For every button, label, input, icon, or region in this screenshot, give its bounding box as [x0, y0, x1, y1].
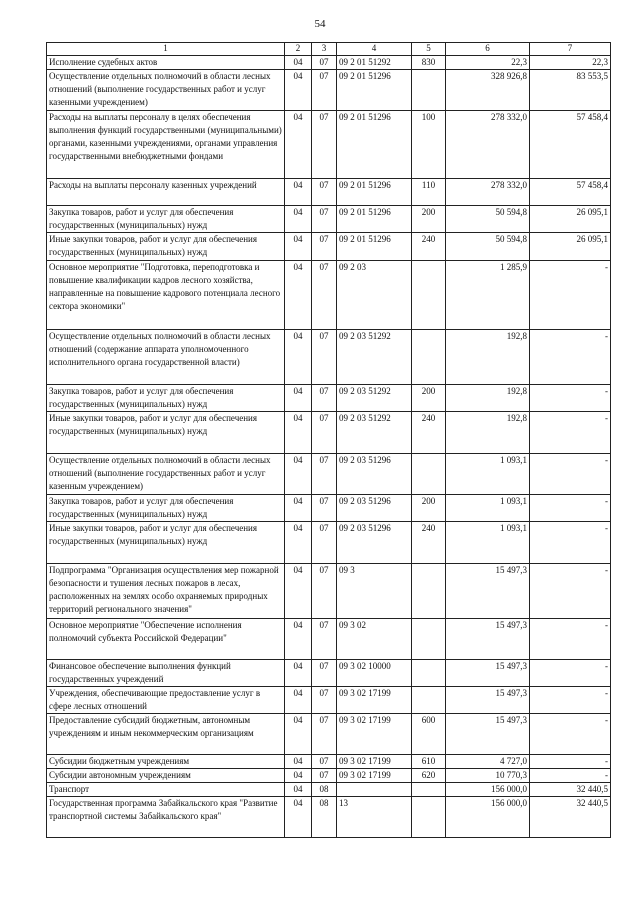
table-row [47, 179, 611, 206]
row-name: Расходы на выплаты персоналу в целях обеспечения выполнения функций государственными (муниципальными) органами, казенными учреждениями, органами управления государственными внебюджетными фондами [47, 111, 285, 179]
amount-approved: 10 770,3 [446, 769, 530, 783]
section-code: 04 [285, 412, 312, 454]
expense-type-code: 830 [412, 56, 446, 70]
table-row [47, 412, 611, 454]
subsection-code: 07 [312, 522, 337, 564]
row-name: Подпрограмма "Организация осуществления мер пожарной безопасности и тушения лесных пожаров в лесах, расположенных на землях особо охраняемых природных территорий регионального значения" [47, 564, 285, 619]
table-row [47, 454, 611, 495]
row-name: Финансовое обеспечение выполнения функций государственных учреждений [47, 660, 285, 687]
expense-type-code [412, 564, 446, 619]
amount-executed: - [530, 769, 611, 783]
section-code: 04 [285, 495, 312, 522]
section-code: 04 [285, 233, 312, 261]
expense-type-code [412, 330, 446, 385]
section-code: 04 [285, 687, 312, 714]
amount-executed: - [530, 660, 611, 687]
section-code: 04 [285, 619, 312, 660]
subsection-code: 07 [312, 233, 337, 261]
amount-executed: - [530, 619, 611, 660]
expense-type-code: 200 [412, 495, 446, 522]
section-code: 04 [285, 385, 312, 412]
target-article-code: 09 2 03 51292 [337, 330, 412, 385]
amount-approved: 50 594,8 [446, 206, 530, 233]
amount-approved: 22,3 [446, 56, 530, 70]
amount-approved: 50 594,8 [446, 233, 530, 261]
section-code: 04 [285, 111, 312, 179]
amount-approved: 278 332,0 [446, 111, 530, 179]
row-name: Расходы на выплаты персоналу казенных учреждений [47, 179, 285, 206]
expense-type-code: 600 [412, 714, 446, 755]
target-article-code: 09 2 03 51292 [337, 385, 412, 412]
target-article-code: 09 2 03 51296 [337, 522, 412, 564]
target-article-code: 09 2 01 51296 [337, 179, 412, 206]
amount-approved: 278 332,0 [446, 179, 530, 206]
target-article-code: 09 2 01 51296 [337, 233, 412, 261]
target-article-code: 09 2 03 51296 [337, 495, 412, 522]
amount-executed: 26 095,1 [530, 233, 611, 261]
amount-executed: - [530, 385, 611, 412]
expense-type-code [412, 619, 446, 660]
row-name: Учреждения, обеспечивающие предоставление услуг в сфере лесных отношений [47, 687, 285, 714]
amount-approved: 15 497,3 [446, 660, 530, 687]
amount-executed: 57 458,4 [530, 179, 611, 206]
section-code: 04 [285, 783, 312, 797]
target-article-code: 09 3 02 17199 [337, 687, 412, 714]
table-row [47, 111, 611, 179]
row-name: Закупка товаров, работ и услуг для обеспечения государственных (муниципальных) нужд [47, 385, 285, 412]
table-row [47, 564, 611, 619]
target-article-code: 09 3 02 17199 [337, 714, 412, 755]
amount-executed: - [530, 495, 611, 522]
target-article-code: 09 2 01 51296 [337, 206, 412, 233]
table-row [47, 522, 611, 564]
expense-type-code: 200 [412, 385, 446, 412]
header-cell: 5 [412, 43, 446, 56]
header-cell: 1 [47, 43, 285, 56]
expense-type-code: 240 [412, 233, 446, 261]
target-article-code: 13 [337, 797, 412, 838]
amount-executed: 26 095,1 [530, 206, 611, 233]
subsection-code: 07 [312, 70, 337, 111]
row-name: Субсидии бюджетным учреждениям [47, 755, 285, 769]
table-row [47, 206, 611, 233]
header-cell: 2 [285, 43, 312, 56]
row-name: Исполнение судебных актов [47, 56, 285, 70]
amount-approved: 4 727,0 [446, 755, 530, 769]
subsection-code: 07 [312, 454, 337, 495]
expense-type-code: 240 [412, 412, 446, 454]
amount-executed: - [530, 261, 611, 330]
subsection-code: 07 [312, 111, 337, 179]
row-name: Основное мероприятие "Обеспечение исполнения полномочий субъекта Российской Федерации" [47, 619, 285, 660]
row-name: Основное мероприятие "Подготовка, переподготовка и повышение квалификации кадров лесного хозяйства, направленные на повышение кадрового потенциала лесного сектора экономики" [47, 261, 285, 330]
header-cell: 6 [446, 43, 530, 56]
amount-executed: - [530, 522, 611, 564]
amount-approved: 328 926,8 [446, 70, 530, 111]
subsection-code: 07 [312, 206, 337, 233]
amount-approved: 192,8 [446, 412, 530, 454]
amount-approved: 15 497,3 [446, 564, 530, 619]
section-code: 04 [285, 330, 312, 385]
section-code: 04 [285, 755, 312, 769]
subsection-code: 08 [312, 797, 337, 838]
section-code: 04 [285, 454, 312, 495]
expense-type-code: 200 [412, 206, 446, 233]
section-code: 04 [285, 522, 312, 564]
expense-type-code [412, 454, 446, 495]
budget-table [46, 42, 611, 838]
target-article-code: 09 2 01 51296 [337, 70, 412, 111]
target-article-code: 09 3 02 17199 [337, 755, 412, 769]
row-name: Транспорт [47, 783, 285, 797]
subsection-code: 07 [312, 330, 337, 385]
expense-type-code [412, 70, 446, 111]
amount-approved: 192,8 [446, 330, 530, 385]
row-name: Осуществление отдельных полномочий в области лесных отношений (выполнение государственных работ и услуг казенным учреждением) [47, 454, 285, 495]
subsection-code: 07 [312, 179, 337, 206]
section-code: 04 [285, 769, 312, 783]
amount-executed: - [530, 412, 611, 454]
amount-executed: 57 458,4 [530, 111, 611, 179]
amount-executed: 32 440,5 [530, 783, 611, 797]
amount-approved: 15 497,3 [446, 687, 530, 714]
subsection-code: 07 [312, 412, 337, 454]
expense-type-code [412, 797, 446, 838]
page-number: 54 [314, 18, 326, 30]
amount-approved: 156 000,0 [446, 797, 530, 838]
section-code: 04 [285, 714, 312, 755]
table-row [47, 755, 611, 769]
target-article-code: 09 3 02 17199 [337, 769, 412, 783]
header-cell: 3 [312, 43, 337, 56]
amount-approved: 15 497,3 [446, 714, 530, 755]
subsection-code: 07 [312, 714, 337, 755]
table-row [47, 797, 611, 838]
target-article-code: 09 2 01 51292 [337, 56, 412, 70]
row-name: Иные закупки товаров, работ и услуг для обеспечения государственных (муниципальных) нужд [47, 412, 285, 454]
row-name: Закупка товаров, работ и услуг для обеспечения государственных (муниципальных) нужд [47, 206, 285, 233]
table-row [47, 70, 611, 111]
expense-type-code: 100 [412, 111, 446, 179]
table-row [47, 660, 611, 687]
table-row [47, 687, 611, 714]
amount-approved: 156 000,0 [446, 783, 530, 797]
row-name: Закупка товаров, работ и услуг для обеспечения государственных (муниципальных) нужд [47, 495, 285, 522]
section-code: 04 [285, 70, 312, 111]
amount-approved: 1 093,1 [446, 522, 530, 564]
expense-type-code: 110 [412, 179, 446, 206]
section-code: 04 [285, 56, 312, 70]
subsection-code: 07 [312, 769, 337, 783]
expense-type-code [412, 660, 446, 687]
amount-approved: 1 093,1 [446, 454, 530, 495]
table-header-row [47, 43, 611, 56]
expense-type-code [412, 783, 446, 797]
target-article-code: 09 3 02 10000 [337, 660, 412, 687]
row-name: Осуществление отдельных полномочий в области лесных отношений (выполнение государственных работ и услуг казенными учреждением) [47, 70, 285, 111]
target-article-code [337, 783, 412, 797]
table-row [47, 233, 611, 261]
row-name: Государственная программа Забайкальского края "Развитие транспортной системы Забайкальского края" [47, 797, 285, 838]
amount-executed: - [530, 687, 611, 714]
row-name: Иные закупки товаров, работ и услуг для обеспечения государственных (муниципальных) нужд [47, 522, 285, 564]
target-article-code: 09 3 02 [337, 619, 412, 660]
row-name: Иные закупки товаров, работ и услуг для обеспечения государственных (муниципальных) нужд [47, 233, 285, 261]
table-row [47, 619, 611, 660]
table-row [47, 714, 611, 755]
table-row [47, 330, 611, 385]
subsection-code: 07 [312, 687, 337, 714]
amount-approved: 1 285,9 [446, 261, 530, 330]
amount-executed: 22,3 [530, 56, 611, 70]
subsection-code: 07 [312, 564, 337, 619]
amount-executed: - [530, 330, 611, 385]
row-name: Осуществление отдельных полномочий в области лесных отношений (содержание аппарата уполномоченного исполнительного органа государственной власти) [47, 330, 285, 385]
target-article-code: 09 2 03 51296 [337, 454, 412, 495]
amount-executed: - [530, 755, 611, 769]
expense-type-code: 610 [412, 755, 446, 769]
amount-approved: 192,8 [446, 385, 530, 412]
amount-executed: - [530, 714, 611, 755]
subsection-code: 07 [312, 56, 337, 70]
subsection-code: 07 [312, 619, 337, 660]
target-article-code: 09 2 01 51296 [337, 111, 412, 179]
expense-type-code [412, 261, 446, 330]
header-cell: 7 [530, 43, 611, 56]
section-code: 04 [285, 179, 312, 206]
row-name: Предоставление субсидий бюджетным, автономным учреждениям и иным некоммерческим организациям [47, 714, 285, 755]
section-code: 04 [285, 261, 312, 330]
amount-executed: - [530, 454, 611, 495]
amount-approved: 1 093,1 [446, 495, 530, 522]
expense-type-code [412, 687, 446, 714]
amount-executed: 32 440,5 [530, 797, 611, 838]
table-row [47, 385, 611, 412]
subsection-code: 07 [312, 495, 337, 522]
amount-executed: - [530, 564, 611, 619]
subsection-code: 07 [312, 660, 337, 687]
table-row [47, 769, 611, 783]
row-name: Субсидии автономным учреждениям [47, 769, 285, 783]
section-code: 04 [285, 206, 312, 233]
section-code: 04 [285, 797, 312, 838]
subsection-code: 07 [312, 385, 337, 412]
amount-approved: 15 497,3 [446, 619, 530, 660]
section-code: 04 [285, 660, 312, 687]
table-row [47, 783, 611, 797]
expense-type-code: 240 [412, 522, 446, 564]
target-article-code: 09 2 03 51292 [337, 412, 412, 454]
target-article-code: 09 3 [337, 564, 412, 619]
target-article-code: 09 2 03 [337, 261, 412, 330]
expense-type-code: 620 [412, 769, 446, 783]
amount-executed: 83 553,5 [530, 70, 611, 111]
header-cell: 4 [337, 43, 412, 56]
table-row [47, 495, 611, 522]
subsection-code: 08 [312, 783, 337, 797]
table-row [47, 56, 611, 70]
table-row [47, 261, 611, 330]
section-code: 04 [285, 564, 312, 619]
subsection-code: 07 [312, 261, 337, 330]
subsection-code: 07 [312, 755, 337, 769]
